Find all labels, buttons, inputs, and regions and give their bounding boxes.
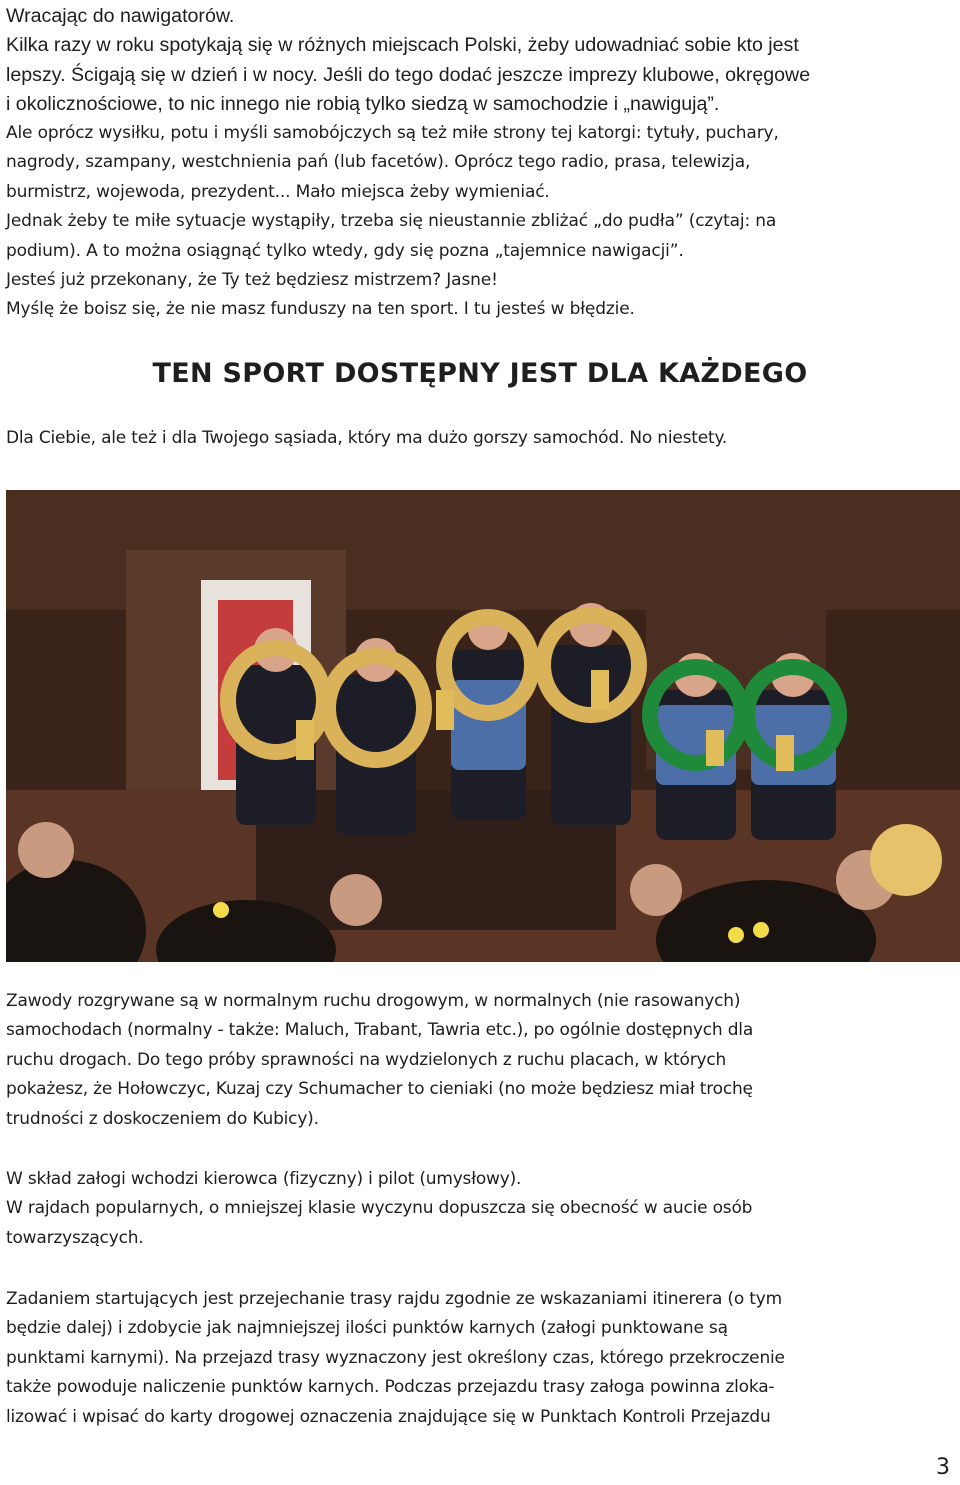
page-number: 3 <box>936 1455 950 1480</box>
text-line: Zawody rozgrywane są w normalnym ruchu drogowym, w normalnych (nie rasowanych) <box>6 991 741 1011</box>
text-line: także powoduje naliczenie punktów karnych. Podczas przejazdu trasy załoga powinna zloka- <box>6 1377 775 1398</box>
text-line: Wracając do nawigatorów. <box>6 5 235 27</box>
text-line: samochodach (normalny - także: Maluch, Trabant, Tawria etc.), po ogólnie dostępnych dla <box>6 1020 754 1041</box>
section-subline: Dla Ciebie, ale też i dla Twojego sąsiada, który ma dużo gorszy samochód. No niestety. <box>6 428 728 448</box>
podium-photo <box>6 490 960 962</box>
text-line: i okolicznościowe, to nic innego nie robią tylko siedzą w samochodzie i „nawigują”. <box>6 93 720 116</box>
text-line: Ale oprócz wysiłku, potu i myśli samobójczych są też miłe strony tej katorgi: tytuły, puchary, <box>6 123 779 143</box>
intro-paragraph-2 <box>6 119 954 325</box>
section-heading: TEN SPORT DOSTĘPNY JEST DLA KAŻDEGO <box>152 358 808 389</box>
text-line: Jesteś już przekonany, że Ty też będziesz mistrzem? Jasne! <box>6 270 498 291</box>
text-line: lepszy. Ścigają się w dzień i w nocy. Jeśli do tego dodać jeszcze imprezy klubowe, okręgowe <box>6 63 811 86</box>
text-line: ruchu drogach. Do tego próby sprawności na wydzielonych z ruchu placach, w których <box>6 1049 727 1070</box>
text-line: nagrody, szampany, westchnienia pań (lub facetów). Oprócz tego radio, prasa, telewizja, <box>6 152 751 173</box>
body-paragraph-1 <box>6 987 956 1134</box>
body-paragraph-3 <box>6 1285 956 1432</box>
text-line: trudności z doskoczeniem do Kubicy). <box>6 1108 319 1129</box>
text-line: punktami karnymi). Na przejazd trasy wyznaczony jest określony czas, którego przekroczenie <box>6 1347 785 1368</box>
body-paragraph-2 <box>6 1165 956 1253</box>
text-line: towarzyszących. <box>6 1227 144 1248</box>
text-line: Kilka razy w roku spotykają się w różnych miejscach Polski, żeby udowadniać sobie kto jest <box>6 34 799 57</box>
podium-photo-illustration <box>6 490 960 962</box>
text-line: W rajdach popularnych, o mniejszej klasie wyczynu dopuszcza się obecność w aucie osób <box>6 1198 753 1219</box>
text-line: pokażesz, że Hołowczyc, Kuzaj czy Schumacher to cieniaki (no może będziesz miał trochę <box>6 1079 753 1100</box>
text-line: podium). A to można osiągnąć tylko wtedy, gdy się pozna „tajemnice nawigacji”. <box>6 240 684 261</box>
text-line: lizować i wpisać do karty drogowej oznaczenia znajdujące się w Punktach Kontroli Przejazdu <box>6 1406 771 1427</box>
text-line: Jednak żeby te miłe sytuacje wystąpiły, trzeba się nieustannie zbliżać „do pudła” (czytaj: na <box>6 211 777 232</box>
text-line: Zadaniem startujących jest przejechanie trasy rajdu zgodnie ze wskazaniami itinerera (o tym <box>6 1289 782 1309</box>
intro-paragraph <box>6 2 954 120</box>
text-line: W skład załogi wchodzi kierowca (fizyczny) i pilot (umysłowy). <box>6 1169 522 1189</box>
text-line: burmistrz, wojewoda, prezydent... Mało miejsca żeby wymieniać. <box>6 181 550 202</box>
text-line: Myślę że boisz się, że nie masz funduszy na ten sport. I tu jesteś w błędzie. <box>6 299 635 320</box>
text-line: będzie dalej) i zdobycie jak najmniejszej ilości punktów karnych (załogi punktowane są <box>6 1318 728 1339</box>
